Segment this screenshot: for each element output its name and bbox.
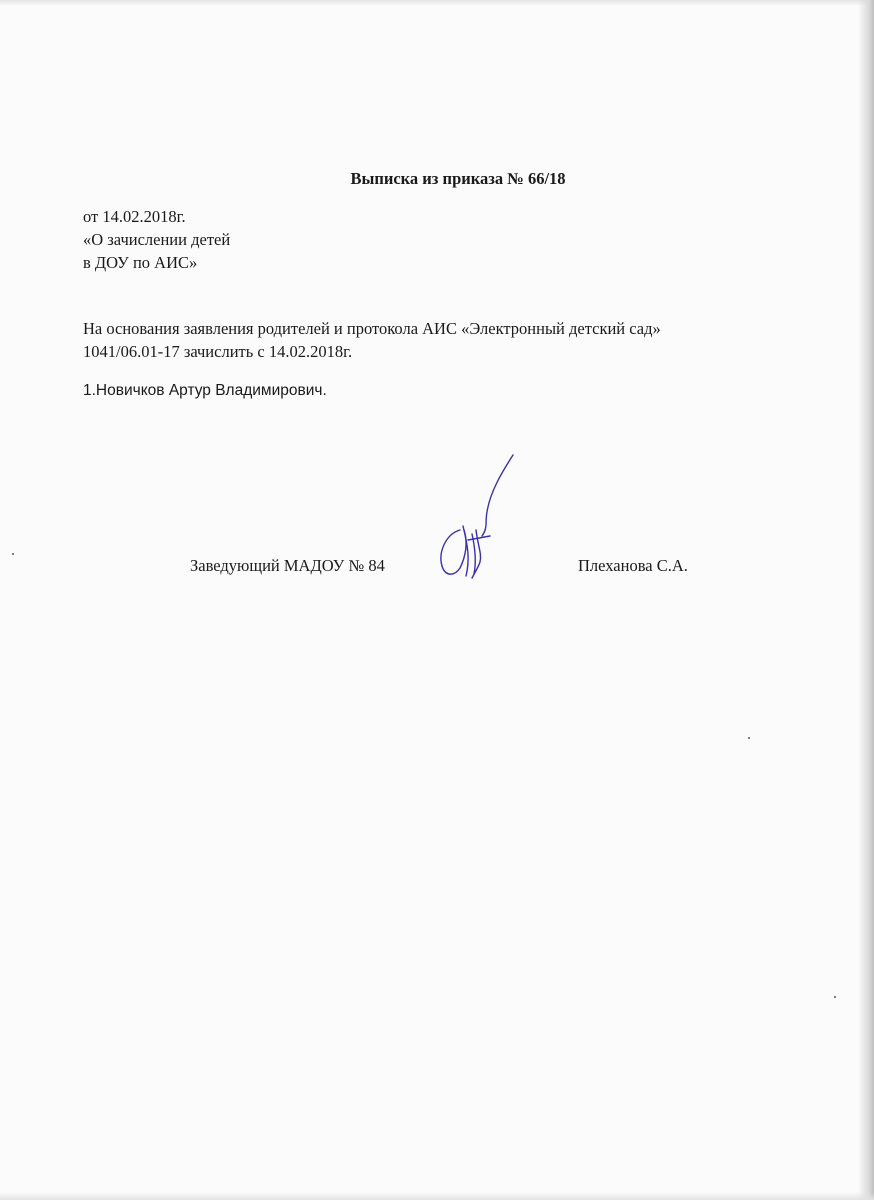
signatory-name: Плеханова С.А. <box>578 556 688 575</box>
order-subject-line-2: в ДОУ по АИС» <box>83 253 198 272</box>
signatory-position: Заведующий МАДОУ № 84 <box>190 556 385 575</box>
scan-speck <box>834 996 836 998</box>
scan-speck <box>12 553 14 555</box>
handwritten-signature <box>430 450 540 585</box>
document-title: Выписка из приказа № 66/18 <box>350 169 566 188</box>
basis-line-1: На основания заявления родителей и протокола АИС «Электронный детский сад» <box>83 319 661 338</box>
basis-line-2: 1041/06.01-17 зачислить с 14.02.2018г. <box>83 342 353 361</box>
enrolled-child-entry: 1.Новичков Артур Владимирович. <box>83 382 327 399</box>
order-date: от 14.02.2018г. <box>83 207 186 226</box>
scan-speck <box>748 737 750 739</box>
scan-edge-bottom <box>0 1192 874 1200</box>
order-subject-line-1: «О зачислении детей <box>83 230 231 249</box>
scan-edge-top <box>0 0 874 6</box>
